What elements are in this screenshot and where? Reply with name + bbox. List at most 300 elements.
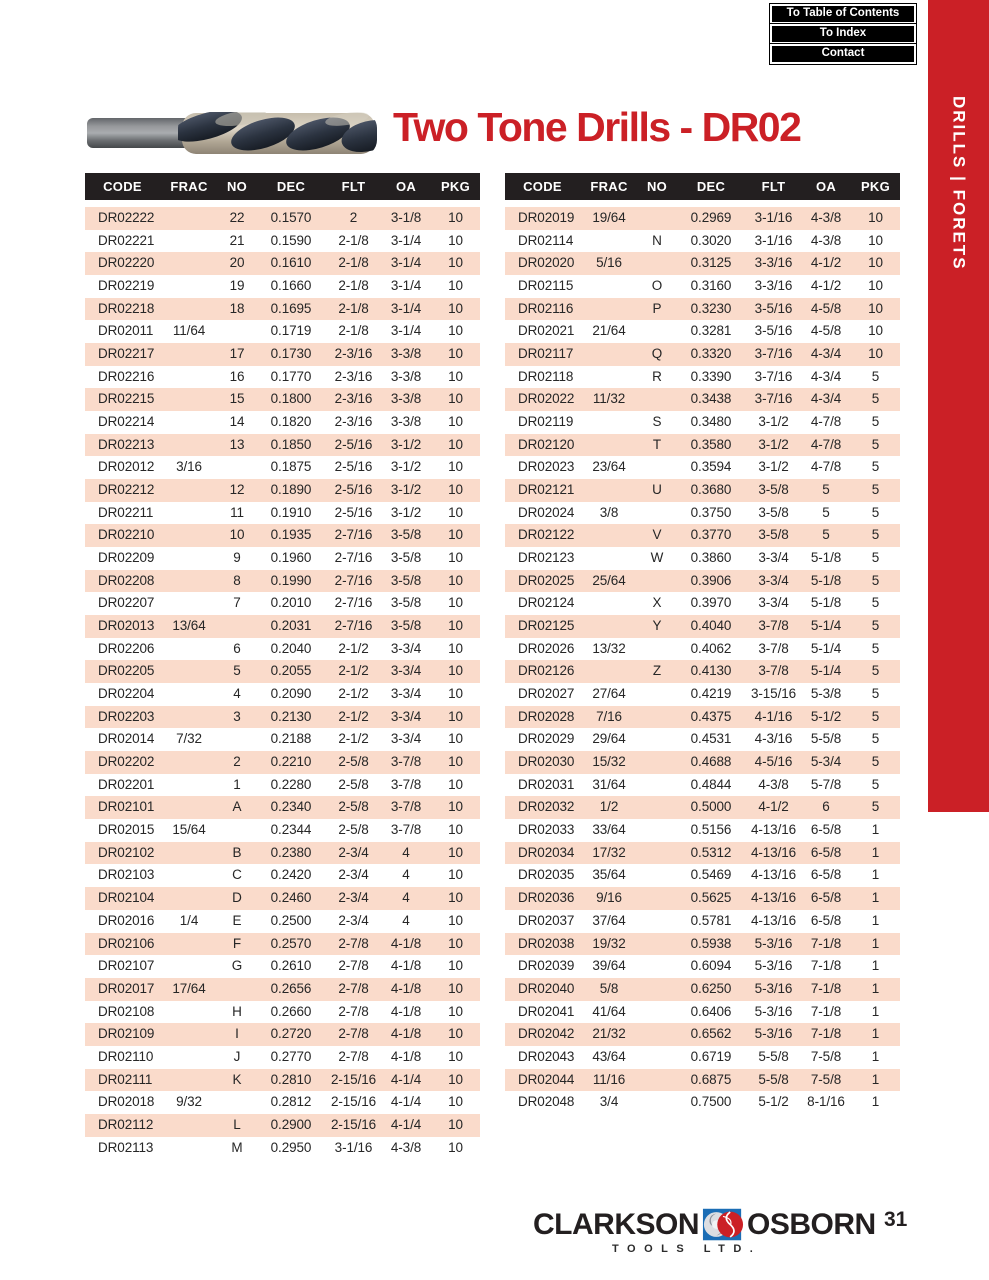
cell-flt: 2-7/16 xyxy=(334,618,373,634)
column-header-pkg: PKG xyxy=(440,179,471,194)
cell-oa: 3-1/4 xyxy=(390,255,422,271)
cell-pkg: 5 xyxy=(871,776,880,792)
column-header-oa: OA xyxy=(815,179,837,194)
cell-code: DR02021 xyxy=(518,323,575,339)
cell-frac: 7/16 xyxy=(596,708,622,724)
cell-frac xyxy=(160,366,218,389)
cell-code: DR02220 xyxy=(98,255,155,271)
cell-dec: 0.3020 xyxy=(690,232,732,248)
cell-dec: 0.2950 xyxy=(270,1139,312,1155)
cell-pkg: 10 xyxy=(448,663,463,679)
cell-flt: 2-1/8 xyxy=(338,278,369,294)
cell-dec: 0.2380 xyxy=(270,844,312,860)
cell-pkg: 10 xyxy=(448,550,463,566)
cell-frac xyxy=(160,1137,218,1160)
cell-no xyxy=(638,796,676,819)
cell-oa: 6-5/8 xyxy=(810,890,842,906)
cell-pkg: 10 xyxy=(448,368,463,384)
cell-code: DR02114 xyxy=(518,232,574,248)
cell-oa: 3-5/8 xyxy=(390,527,422,543)
cell-oa: 3-1/2 xyxy=(390,504,422,520)
cell-flt: 2-3/16 xyxy=(334,368,373,384)
cell-no: M xyxy=(231,1139,243,1155)
cell-dec: 0.2720 xyxy=(270,1026,312,1042)
cell-code: DR02034 xyxy=(518,844,575,860)
table-row xyxy=(505,388,900,411)
cell-frac: 19/32 xyxy=(592,935,626,951)
cell-pkg: 10 xyxy=(448,844,463,860)
cell-pkg: 10 xyxy=(448,300,463,316)
table-row xyxy=(85,547,480,570)
cell-pkg: 10 xyxy=(448,210,463,225)
cell-frac xyxy=(580,411,638,434)
cell-oa: 4-3/8 xyxy=(810,210,842,225)
cell-flt: 3-5/8 xyxy=(758,482,789,498)
table-row xyxy=(505,1001,900,1024)
cell-oa: 4-1/8 xyxy=(390,1003,422,1019)
cell-dec: 0.2969 xyxy=(690,210,732,225)
cell-dec: 0.2570 xyxy=(270,935,312,951)
cell-no xyxy=(218,456,256,479)
cell-oa: 4-3/4 xyxy=(810,346,842,362)
table-row xyxy=(505,1069,900,1092)
cell-frac xyxy=(160,1046,218,1069)
cell-dec: 0.5781 xyxy=(690,912,732,928)
cell-dec: 0.2031 xyxy=(270,618,312,634)
cell-dec: 0.2188 xyxy=(270,731,312,747)
cell-dec: 0.2812 xyxy=(270,1094,312,1110)
cell-flt: 5-3/16 xyxy=(754,1026,793,1042)
cell-flt: 2-5/16 xyxy=(334,504,373,520)
cell-no xyxy=(638,751,676,774)
cell-flt: 2-7/8 xyxy=(338,980,369,996)
table-row xyxy=(505,366,900,389)
table-row xyxy=(505,751,900,774)
table-row xyxy=(85,774,480,797)
cell-dec: 0.5156 xyxy=(690,822,732,838)
cell-dec: 0.3970 xyxy=(690,595,732,611)
cell-pkg: 10 xyxy=(448,935,463,951)
cell-no: 12 xyxy=(229,482,245,498)
cell-no xyxy=(218,978,256,1001)
cell-dec: 0.2420 xyxy=(270,867,312,883)
cell-dec: 0.2130 xyxy=(270,708,312,724)
cell-flt: 2-5/16 xyxy=(334,459,373,475)
cell-no xyxy=(218,728,256,751)
cell-frac xyxy=(160,592,218,615)
cell-frac xyxy=(160,751,218,774)
cell-code: DR02107 xyxy=(98,958,155,974)
cell-no xyxy=(638,819,676,842)
table-row xyxy=(505,660,900,683)
cell-dec: 0.3594 xyxy=(690,459,732,475)
cell-no xyxy=(638,683,676,706)
cell-code: DR02126 xyxy=(518,663,575,679)
cell-pkg: 10 xyxy=(448,640,463,656)
cell-pkg: 10 xyxy=(868,278,883,294)
cell-flt: 2-7/16 xyxy=(334,550,373,566)
table-row xyxy=(85,411,480,434)
cell-code: DR02214 xyxy=(98,414,155,430)
table-row xyxy=(505,796,900,819)
cell-pkg: 10 xyxy=(868,346,883,362)
cell-frac xyxy=(580,592,638,615)
cell-code: DR02011 xyxy=(98,323,154,339)
table-row xyxy=(85,230,480,253)
cell-no xyxy=(638,955,676,978)
contact-button[interactable]: Contact xyxy=(770,44,916,64)
cell-no xyxy=(638,728,676,751)
cell-dec: 0.3580 xyxy=(690,436,732,452)
cell-flt: 5-3/16 xyxy=(754,935,793,951)
cell-frac: 29/64 xyxy=(592,731,626,747)
cell-code: DR02106 xyxy=(98,935,155,951)
cell-pkg: 5 xyxy=(871,572,880,588)
table-row xyxy=(85,1023,480,1046)
cell-flt: 5-3/16 xyxy=(754,958,793,974)
cell-no: N xyxy=(652,232,662,248)
cell-code: DR02025 xyxy=(518,572,575,588)
cell-flt: 3-5/8 xyxy=(758,527,789,543)
table-row xyxy=(505,615,900,638)
cell-oa: 7-1/8 xyxy=(810,1026,842,1042)
cell-flt: 2-1/8 xyxy=(338,232,369,248)
cell-no: 4 xyxy=(233,686,241,702)
cell-pkg: 5 xyxy=(871,482,880,498)
cell-oa: 7-1/8 xyxy=(810,1003,842,1019)
cell-dec: 0.1770 xyxy=(270,368,312,384)
cell-oa: 7-5/8 xyxy=(810,1071,842,1087)
cell-pkg: 1 xyxy=(871,844,880,860)
cell-flt: 3-7/16 xyxy=(754,368,793,384)
cell-frac: 17/32 xyxy=(592,844,626,860)
brand-name-right: OSBORN xyxy=(747,1208,876,1241)
cell-code: DR02215 xyxy=(98,391,155,407)
cell-oa: 6 xyxy=(822,799,830,815)
cell-oa: 3-7/8 xyxy=(390,822,422,838)
cell-flt: 2-15/16 xyxy=(330,1094,377,1110)
cell-dec: 0.2660 xyxy=(270,1003,312,1019)
cell-pkg: 5 xyxy=(871,799,880,815)
drill-table-right xyxy=(505,173,900,1114)
cell-code: DR02117 xyxy=(518,346,574,362)
cell-no: 3 xyxy=(233,708,241,724)
cell-dec: 0.2040 xyxy=(270,640,312,656)
cell-pkg: 5 xyxy=(871,504,880,520)
cell-dec: 0.5469 xyxy=(690,867,732,883)
cell-frac xyxy=(160,275,218,298)
cell-oa: 3-7/8 xyxy=(390,776,422,792)
cell-code: DR02119 xyxy=(518,414,574,430)
cell-pkg: 5 xyxy=(871,731,880,747)
cell-dec: 0.1990 xyxy=(270,572,312,588)
cell-pkg: 5 xyxy=(871,754,880,770)
cell-pkg: 1 xyxy=(871,980,880,996)
cell-pkg: 10 xyxy=(448,618,463,634)
cell-code: DR02026 xyxy=(518,640,575,656)
cell-frac xyxy=(160,1069,218,1092)
cell-code: DR02039 xyxy=(518,958,575,974)
column-header-code: CODE xyxy=(103,179,142,194)
cell-flt: 4-3/16 xyxy=(754,731,793,747)
cell-flt: 3-1/2 xyxy=(758,414,789,430)
cell-flt: 2-1/2 xyxy=(338,731,369,747)
cell-no: X xyxy=(652,595,662,611)
cell-no xyxy=(638,774,676,797)
cell-frac: 9/16 xyxy=(596,890,622,906)
cell-oa: 4 xyxy=(402,867,410,883)
cell-frac xyxy=(160,502,218,525)
cell-pkg: 1 xyxy=(871,958,880,974)
cell-code: DR02048 xyxy=(518,1094,575,1110)
cell-no: 10 xyxy=(229,527,245,543)
cell-dec: 0.3390 xyxy=(690,368,732,384)
cell-code: DR02206 xyxy=(98,640,155,656)
cell-pkg: 10 xyxy=(448,595,463,611)
cell-flt: 2-1/8 xyxy=(338,255,369,271)
cell-pkg: 10 xyxy=(448,436,463,452)
cell-frac xyxy=(160,887,218,910)
cell-frac xyxy=(160,1114,218,1137)
cell-oa: 3-1/2 xyxy=(390,459,422,475)
cell-no xyxy=(218,615,256,638)
cell-no: U xyxy=(652,482,662,498)
cell-code: DR02043 xyxy=(518,1048,575,1064)
cell-no: J xyxy=(233,1048,241,1064)
cell-pkg: 5 xyxy=(871,550,880,566)
cell-oa: 4-1/4 xyxy=(390,1094,422,1110)
cell-dec: 0.3860 xyxy=(690,550,732,566)
cell-flt: 3-1/2 xyxy=(758,436,789,452)
cell-flt: 3-3/4 xyxy=(758,595,789,611)
cell-oa: 3-3/4 xyxy=(390,640,422,656)
cell-flt: 4-13/16 xyxy=(750,890,797,906)
cell-dec: 0.3438 xyxy=(690,391,732,407)
cell-pkg: 5 xyxy=(871,663,880,679)
cell-flt: 2-7/16 xyxy=(334,595,373,611)
cell-code: DR02124 xyxy=(518,595,575,611)
cell-flt: 3-5/8 xyxy=(758,504,789,520)
cell-flt: 2-15/16 xyxy=(330,1071,377,1087)
cell-no: O xyxy=(651,278,663,294)
cell-frac xyxy=(160,638,218,661)
table-row xyxy=(85,592,480,615)
table-row xyxy=(505,524,900,547)
cell-code: DR02041 xyxy=(518,1003,575,1019)
table-body xyxy=(505,207,900,1114)
cell-no: L xyxy=(233,1116,241,1132)
cell-code: DR02116 xyxy=(518,300,574,316)
cell-frac: 39/64 xyxy=(592,958,626,974)
cell-dec: 0.1590 xyxy=(270,232,312,248)
cell-frac xyxy=(580,479,638,502)
cell-no: R xyxy=(652,368,662,384)
cell-pkg: 10 xyxy=(448,686,463,702)
cell-code: DR02121 xyxy=(518,482,575,498)
cell-frac xyxy=(580,298,638,321)
cell-dec: 0.2810 xyxy=(270,1071,312,1087)
cell-pkg: 10 xyxy=(448,708,463,724)
table-row xyxy=(85,1091,480,1114)
cell-oa: 5-7/8 xyxy=(810,776,842,792)
cell-no: 6 xyxy=(233,640,241,656)
table-row xyxy=(85,1001,480,1024)
cell-frac: 21/64 xyxy=(592,323,626,339)
cell-oa: 4 xyxy=(402,844,410,860)
cell-pkg: 10 xyxy=(448,255,463,271)
cell-frac: 15/64 xyxy=(172,822,206,838)
cell-frac xyxy=(160,683,218,706)
cell-code: DR02202 xyxy=(98,754,155,770)
cell-flt: 2-5/8 xyxy=(338,754,369,770)
cell-dec: 0.6094 xyxy=(690,958,732,974)
cell-frac xyxy=(580,434,638,457)
cell-dec: 0.1820 xyxy=(270,414,312,430)
cell-pkg: 10 xyxy=(448,822,463,838)
cell-pkg: 10 xyxy=(868,300,883,316)
cell-no: 9 xyxy=(233,550,241,566)
cell-pkg: 10 xyxy=(868,232,883,248)
cell-flt: 2-7/8 xyxy=(338,1003,369,1019)
table-row xyxy=(85,751,480,774)
table-row xyxy=(85,660,480,683)
cell-flt: 2-3/4 xyxy=(338,867,369,883)
table-row xyxy=(505,275,900,298)
cell-no xyxy=(638,1091,676,1114)
cell-flt: 3-1/16 xyxy=(334,1139,373,1155)
cell-oa: 3-3/8 xyxy=(390,391,422,407)
cell-oa: 3-3/4 xyxy=(390,663,422,679)
cell-dec: 0.3480 xyxy=(690,414,732,430)
cell-pkg: 10 xyxy=(448,527,463,543)
cell-dec: 0.6875 xyxy=(690,1071,732,1087)
table-row xyxy=(85,366,480,389)
cell-frac: 3/4 xyxy=(599,1094,619,1110)
table-row xyxy=(85,434,480,457)
clarkson-osborn-logo-icon xyxy=(702,1205,744,1245)
cell-dec: 0.2280 xyxy=(270,776,312,792)
cell-frac: 1/4 xyxy=(179,912,199,928)
cell-oa: 3-5/8 xyxy=(390,618,422,634)
cell-flt: 2-7/8 xyxy=(338,935,369,951)
cell-code: DR02042 xyxy=(518,1026,575,1042)
cell-oa: 4-3/8 xyxy=(810,232,842,248)
cell-code: DR02110 xyxy=(98,1048,154,1064)
cell-frac: 13/64 xyxy=(172,618,206,634)
cell-dec: 0.2770 xyxy=(270,1048,312,1064)
cell-code: DR02016 xyxy=(98,912,155,928)
cell-no: 17 xyxy=(229,346,245,362)
cell-flt: 2-3/16 xyxy=(334,414,373,430)
cell-frac xyxy=(160,230,218,253)
cell-no xyxy=(638,1046,676,1069)
cell-oa: 6-5/8 xyxy=(810,867,842,883)
cell-no xyxy=(638,1023,676,1046)
cell-flt: 5-3/16 xyxy=(754,980,793,996)
cell-code: DR02017 xyxy=(98,980,155,996)
cell-frac xyxy=(160,842,218,865)
cell-oa: 4 xyxy=(402,890,410,906)
cell-code: DR02222 xyxy=(98,210,155,225)
cell-oa: 3-5/8 xyxy=(390,572,422,588)
cell-frac xyxy=(160,298,218,321)
to-index-button[interactable]: To Index xyxy=(770,24,916,44)
cell-pkg: 1 xyxy=(871,822,880,838)
cell-oa: 5-1/8 xyxy=(810,550,842,566)
cell-frac xyxy=(160,796,218,819)
cell-dec: 0.2090 xyxy=(270,686,312,702)
cell-pkg: 5 xyxy=(871,391,880,407)
cell-dec: 0.1890 xyxy=(270,482,312,498)
cell-flt: 3-1/16 xyxy=(754,232,793,248)
cell-oa: 7-1/8 xyxy=(810,935,842,951)
cell-pkg: 10 xyxy=(448,504,463,520)
table-row xyxy=(505,638,900,661)
cell-pkg: 10 xyxy=(868,323,883,339)
cell-code: DR02209 xyxy=(98,550,155,566)
cell-dec: 0.4219 xyxy=(690,686,732,702)
table-row xyxy=(505,1023,900,1046)
cell-oa: 4-1/8 xyxy=(390,980,422,996)
cell-code: DR02217 xyxy=(98,346,155,362)
cell-code: DR02012 xyxy=(98,459,155,475)
cell-code: DR02201 xyxy=(98,776,155,792)
cell-oa: 3-3/4 xyxy=(390,686,422,702)
drill-table-left xyxy=(85,173,480,1159)
cell-code: DR02108 xyxy=(98,1003,155,1019)
cell-frac xyxy=(160,1001,218,1024)
cell-pkg: 10 xyxy=(448,278,463,294)
cell-oa: 5-3/8 xyxy=(810,686,842,702)
cell-oa: 3-3/4 xyxy=(390,731,422,747)
cell-flt: 2-3/16 xyxy=(334,391,373,407)
cell-frac xyxy=(580,615,638,638)
cell-pkg: 10 xyxy=(448,980,463,996)
cell-flt: 3-5/16 xyxy=(754,300,793,316)
cell-no: H xyxy=(232,1003,242,1019)
cell-dec: 0.5312 xyxy=(690,844,732,860)
table-row xyxy=(85,615,480,638)
cell-dec: 0.2010 xyxy=(270,595,312,611)
cell-frac: 5/8 xyxy=(599,980,619,996)
cell-oa: 5-1/2 xyxy=(810,708,842,724)
cell-pkg: 10 xyxy=(448,1094,463,1110)
cell-pkg: 10 xyxy=(448,346,463,362)
table-row xyxy=(85,570,480,593)
cell-flt: 2-7/8 xyxy=(338,1026,369,1042)
cell-oa: 4-3/4 xyxy=(810,391,842,407)
cell-no xyxy=(218,819,256,842)
cell-oa: 3-3/4 xyxy=(390,708,422,724)
column-header-dec: DEC xyxy=(276,179,306,194)
table-row xyxy=(505,502,900,525)
cell-frac: 31/64 xyxy=(592,776,626,792)
cell-frac: 23/64 xyxy=(592,459,626,475)
to-table-of-contents-button[interactable]: To Table of Contents xyxy=(770,4,916,24)
cell-oa: 5-1/8 xyxy=(810,595,842,611)
cell-code: DR02115 xyxy=(518,278,574,294)
cell-flt: 2-1/2 xyxy=(338,686,369,702)
cell-code: DR02015 xyxy=(98,822,155,838)
cell-flt: 2-5/8 xyxy=(338,822,369,838)
cell-dec: 0.1960 xyxy=(270,550,312,566)
cell-frac: 15/32 xyxy=(592,754,626,770)
cell-code: DR02027 xyxy=(518,686,575,702)
cell-code: DR02123 xyxy=(518,550,575,566)
table-row xyxy=(85,887,480,910)
table-row xyxy=(505,774,900,797)
drill-bit-image xyxy=(85,97,390,169)
